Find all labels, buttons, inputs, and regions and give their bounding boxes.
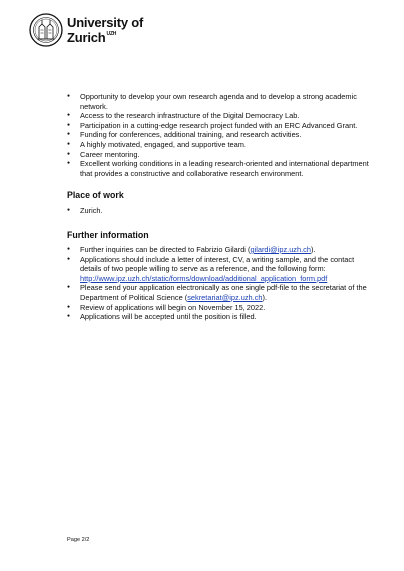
further-information-list <box>67 245 377 322</box>
offer-list <box>67 92 377 178</box>
logo-wordmark <box>67 16 143 44</box>
university-seal-icon <box>29 13 63 47</box>
gilardi-email-link[interactable]: gilardi@ipz.uzh.ch <box>250 244 311 254</box>
send-application-suffix: ). <box>262 292 268 302</box>
logo-line-1: University of <box>67 15 144 30</box>
applications-text: Applications should include a letter of interest, CV, a writing sample, and the contact details of two people willing to serve as a reference, and the following form: <box>80 254 355 274</box>
send-application-item <box>67 283 377 302</box>
offer-item: ● Funding for conferences, additional training, and research activities. <box>67 130 377 140</box>
send-application-text: Please send your application electronically as one single pdf-file to the secretariat of the Department of Political Science ( <box>80 283 367 302</box>
offer-item: ● Excellent working conditions in a leading research-oriented and international department that provides a constructive and collaborative research environment. <box>67 159 377 178</box>
further-information-heading: Further information <box>67 229 149 240</box>
inquiries-text: Further inquiries can be directed to Fabrizio Gilardi ( <box>80 244 251 254</box>
logo-zurich: Zurich <box>67 30 106 45</box>
place-of-work-list <box>67 206 377 216</box>
review-date-item: ● Review of applications will begin on November 15, 2022. <box>67 303 377 313</box>
inquiries-suffix: ). <box>310 244 316 254</box>
logo-suffix: UZH <box>106 31 117 37</box>
offer-item: ● Opportunity to develop your own research agenda and to develop a strong academic network. <box>67 92 377 111</box>
offer-item: ● A highly motivated, engaged, and supportive team. <box>67 140 377 150</box>
application-form-link[interactable]: http://www.ipz.uzh.ch/static/forms/download/additional_application_form.pdf <box>80 273 328 283</box>
offer-item: ● Career mentoring. <box>67 150 377 160</box>
offer-item: ● Access to the research infrastructure of the Digital Democracy Lab. <box>67 111 377 121</box>
applications-item <box>67 255 377 284</box>
place-of-work-heading: Place of work <box>67 190 124 201</box>
secretariat-email-link[interactable]: sekretariat@ipz.uzh.ch <box>187 292 263 302</box>
document-content <box>67 92 377 322</box>
inquiries-item <box>67 245 377 255</box>
place-of-work-item: ● Zurich. <box>67 206 377 216</box>
acceptance-item: ● Applications will be accepted until the position is filled. <box>67 312 377 322</box>
offer-item: ● Participation in a cutting-edge research project funded with an ERC Advanced Grant. <box>67 121 377 131</box>
logo-line-2 <box>67 31 143 44</box>
page-number: Page 2/2 <box>67 537 90 543</box>
university-logo <box>29 13 143 47</box>
